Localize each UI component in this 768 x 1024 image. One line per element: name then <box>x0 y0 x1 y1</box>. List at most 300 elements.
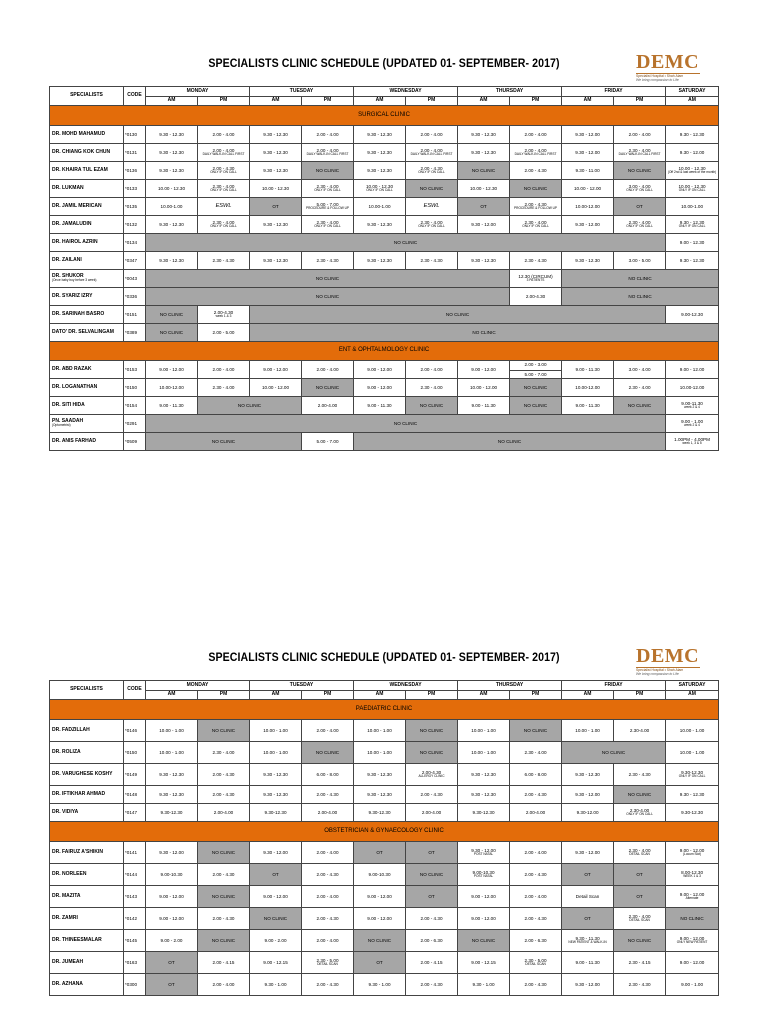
schedule-cell <box>146 162 198 180</box>
day-header-monday <box>146 681 250 691</box>
schedule-time: 9.30 - 12.30 <box>159 771 184 777</box>
no-clinic-cell <box>198 930 250 952</box>
schedule-time: NO CLINIC <box>523 384 548 390</box>
schedule-cell <box>146 397 198 415</box>
schedule-cell <box>614 144 666 162</box>
schedule-time: 2.00 - 4.00 <box>524 849 547 855</box>
schedule-time: 10.00 - 12.30 <box>678 166 706 171</box>
schedule-cell <box>250 886 302 908</box>
schedule-time: 9.30 - 12.30 <box>679 131 705 137</box>
section-row <box>50 700 719 720</box>
schedule-time: 9.30 - 12.30 <box>159 221 184 227</box>
schedule-time: 9.00 - 12.00 <box>263 893 288 899</box>
schedule-cell <box>666 180 719 198</box>
no-clinic-cell <box>250 908 302 930</box>
specialist-name-text: DR. NORLEEN <box>52 870 87 877</box>
schedule-time: 2.00 - 4.00 <box>212 148 235 153</box>
schedule-cell <box>562 397 614 415</box>
schedule-note: POST NATAL <box>473 852 494 857</box>
schedule-time: 2.30 - 4.00 <box>524 749 547 755</box>
session-label: AM <box>688 97 696 104</box>
schedule-time: NO CLINIC <box>627 167 652 173</box>
no-clinic-cell <box>354 930 406 952</box>
schedule-cell <box>146 361 198 379</box>
schedule-time: 9.30 - 12.00 <box>159 849 184 855</box>
table-row <box>50 952 719 974</box>
table-row <box>50 252 719 270</box>
schedule-time: 5.00 - 7.00 <box>316 202 339 207</box>
schedule-time: NO CLINIC <box>628 275 652 281</box>
schedule-cell <box>510 842 562 864</box>
column-header-label: SPECIALISTS <box>70 686 103 693</box>
schedule-cell <box>666 216 719 234</box>
schedule-cell <box>198 908 250 930</box>
specialist-name <box>50 908 124 930</box>
specialist-code <box>124 764 146 786</box>
day-header-thursday <box>458 87 562 97</box>
specialist-code <box>124 742 146 764</box>
schedule-time: 10.00 - 1.00 <box>263 727 288 733</box>
schedule-time: 9.00 - 11.30 <box>471 402 496 408</box>
schedule-time: 2.00 - 4.30 <box>316 871 339 877</box>
specialist-code-text: *0509 <box>125 438 138 444</box>
schedule-time: 9.30 - 12.30 <box>159 167 184 173</box>
specialist-name-text: DR. KHAIRA TUL EZAM <box>52 166 108 173</box>
schedule-time: 10.00-12.00 <box>575 384 600 390</box>
session-header-am <box>458 97 510 106</box>
schedule-cell <box>562 162 614 180</box>
schedule-time: 10.00-12.00 <box>679 384 705 390</box>
specialist-code-text: *0149 <box>125 771 138 777</box>
specialist-code-text: *0136 <box>125 167 138 173</box>
no-clinic-cell <box>614 162 666 180</box>
schedule-time: 9.30 - 12.30 <box>159 791 184 797</box>
session-label: AM <box>583 97 592 104</box>
table-row <box>50 379 719 397</box>
schedule-cell <box>510 144 562 162</box>
schedule-cell <box>458 974 510 996</box>
section-row <box>50 822 719 842</box>
schedule-cell <box>562 952 614 974</box>
schedule-cell <box>146 908 198 930</box>
schedule-time: 2.30 - 4.00 <box>420 220 443 225</box>
schedule-time: 9.00 - 12.00 <box>159 915 184 921</box>
schedule-time: OT <box>584 915 591 921</box>
schedule-time: NO CLINIC <box>497 438 522 444</box>
schedule-cell <box>198 361 250 379</box>
schedule-cell <box>614 974 666 996</box>
schedule-time: 2.00-4.00 <box>317 402 338 408</box>
schedule-cell <box>250 720 302 742</box>
schedule-cell <box>406 379 458 397</box>
schedule-note: ONLY IF ON CALL <box>522 224 549 229</box>
schedule-cell <box>146 379 198 397</box>
specialist-code <box>124 930 146 952</box>
session-label: PM <box>323 97 332 104</box>
schedule-time: 9.30 - 12.00 <box>679 149 705 155</box>
schedule-note: PROCEDURE & FOLLOW UP <box>305 206 350 211</box>
specialist-code-text: *0135 <box>125 203 138 209</box>
specialist-name-text: DR. THINEESMALAR <box>52 936 102 943</box>
specialist-note: (Optometrist) <box>52 423 71 428</box>
schedule-time: 9.00 - 12.15 <box>263 959 288 965</box>
schedule-time: NO CLINIC <box>419 727 444 733</box>
schedule-time: 9.00 - 11.30 <box>159 402 184 408</box>
column-header-code <box>124 87 146 106</box>
schedule-time: 10.00-1.00 <box>681 203 704 209</box>
header-row-days <box>50 681 719 691</box>
schedule-time: 9.00 - 12.00 <box>679 959 705 965</box>
specialist-code <box>124 252 146 270</box>
schedule-note: POST NATAL <box>473 874 494 879</box>
specialist-code <box>124 952 146 974</box>
schedule-cell <box>458 886 510 908</box>
no-clinic-cell <box>406 864 458 886</box>
table-row <box>50 162 719 180</box>
schedule-cell <box>562 764 614 786</box>
schedule-time: 2.30 - 4.00 <box>316 184 339 189</box>
session-header-am <box>666 97 719 106</box>
schedule-time: 2.30 - 4.00 <box>524 220 547 225</box>
section-title-text: SURGICAL CLINIC <box>358 111 410 118</box>
column-header-label: SPECIALISTS <box>70 92 103 99</box>
schedule-cell <box>666 306 719 324</box>
table-row <box>50 180 719 198</box>
schedule-time: 9.30 - 12.30 <box>263 131 288 137</box>
schedule-time: NO CLINIC <box>211 849 236 855</box>
schedule-cell <box>406 216 458 234</box>
schedule-time: 9.30 - 12.30 <box>471 771 496 777</box>
specialist-code-text: *0150 <box>125 384 138 390</box>
schedule-time: 2.00 - 4.00 <box>316 366 339 372</box>
no-clinic-cell <box>146 974 198 996</box>
no-clinic-cell <box>406 842 458 864</box>
schedule-time: 2.00 - 4.00 <box>628 131 651 137</box>
schedule-cell <box>614 720 666 742</box>
session-label: AM <box>271 691 280 698</box>
schedule-time: 2.30 - 4.00 <box>212 384 235 390</box>
no-clinic-cell <box>250 864 302 886</box>
schedule-time: NO CLINIC <box>237 402 262 408</box>
schedule-time: 2.00 - 4.00 <box>212 131 235 137</box>
specialist-note: (Once baby boy before 3 week) <box>52 278 97 283</box>
schedule-time: NO CLINIC <box>445 311 470 317</box>
schedule-time: 10.00-12.00 <box>159 384 184 390</box>
schedule-note: ALLERGY CLINIC <box>418 774 445 779</box>
schedule-cell <box>666 974 719 996</box>
schedule-time: NO CLINIC <box>263 915 288 921</box>
schedule-note: ONLY IF ON CALL <box>626 224 653 229</box>
schedule-cell <box>354 397 406 415</box>
schedule-time: 9.30 - 12.30 <box>159 131 184 137</box>
day-header-wednesday <box>354 87 458 97</box>
specialist-name <box>50 930 124 952</box>
schedule-time: NO CLINIC <box>472 329 496 335</box>
schedule-time: 2.00 - 4.00 <box>316 148 339 153</box>
specialist-name <box>50 252 124 270</box>
schedule-time: 9.30 - 12.00 <box>575 221 600 227</box>
schedule-cell <box>406 144 458 162</box>
schedule-cell <box>354 804 406 822</box>
specialist-code <box>124 324 146 342</box>
schedule-cell <box>302 361 354 379</box>
schedule-note: NEW PATIENT & WALK-IN <box>568 940 607 945</box>
schedule-time: 9.00-11.30 <box>681 401 703 406</box>
day-label: WEDNESDAY <box>389 87 422 94</box>
schedule-time: 2.00 - 6.30 <box>420 937 443 943</box>
schedule-time: 2.00 - 4.30 <box>524 791 547 797</box>
schedule-note: DETAIL SCAN <box>629 852 650 857</box>
schedule-time: 2.30 - 4.00 <box>212 184 235 189</box>
schedule-cell <box>614 952 666 974</box>
table-row <box>50 764 719 786</box>
schedule-cell <box>458 908 510 930</box>
session-label: PM <box>323 691 332 698</box>
schedule-time: 10.00 - 12.30 <box>469 185 498 191</box>
schedule-cell <box>562 216 614 234</box>
session-label: AM <box>688 691 696 698</box>
specialist-name-text: DR. VARUGHESE KOSHY <box>52 770 113 777</box>
schedule-note: (Locum Slot) <box>683 852 702 857</box>
session-header-am <box>146 97 198 106</box>
specialist-code-text: *0151 <box>125 311 138 317</box>
schedule-time-second: 5.00 - 7.00 <box>524 371 547 377</box>
schedule-cell <box>562 842 614 864</box>
specialist-code <box>124 908 146 930</box>
schedule-cell <box>146 804 198 822</box>
schedule-cell <box>406 952 458 974</box>
schedule-time: 2.30 - 5.00 <box>316 958 339 963</box>
specialist-code <box>124 864 146 886</box>
schedule-time: 9.30 - 12.30 <box>367 149 392 155</box>
schedule-time: 2.00 - 4.30 <box>316 915 339 921</box>
schedule-time: 2.00 - 4.30 <box>420 915 443 921</box>
schedule-time: 3.00 - 4.00 <box>628 184 651 189</box>
schedule-time: 10.00 - 1.00 <box>679 727 705 733</box>
no-clinic-cell <box>458 930 510 952</box>
specialist-name <box>50 180 124 198</box>
schedule-time: 9.30 - 12.30 <box>679 257 705 263</box>
schedule-cell <box>458 252 510 270</box>
section-row <box>50 342 719 361</box>
no-clinic-cell <box>406 180 458 198</box>
no-clinic-cell <box>146 270 510 288</box>
day-label: THURSDAY <box>495 681 524 688</box>
schedule-cell <box>198 952 250 974</box>
schedule-cell <box>198 162 250 180</box>
schedule-time: 9.00 - 12.15 <box>471 959 496 965</box>
schedule-time: 9.30 - 12.30 <box>679 791 705 797</box>
schedule-time: 9.30 - 12.30 <box>263 257 288 263</box>
specialist-code <box>124 180 146 198</box>
schedule-cell <box>458 786 510 804</box>
section-title-text: OBSTETRICIAN & GYNAECOLOGY CLINIC <box>324 827 444 834</box>
schedule-time: 9.30 - 12.00 <box>471 848 496 853</box>
session-label: AM <box>167 691 176 698</box>
schedule-time: 9.00 - 2.00 <box>264 937 287 943</box>
no-clinic-cell <box>198 720 250 742</box>
column-header-code <box>124 681 146 700</box>
table-row <box>50 720 719 742</box>
specialist-name <box>50 886 124 908</box>
day-label: TUESDAY <box>289 681 314 688</box>
table-row <box>50 288 719 306</box>
schedule-time: 9.30-12.30 <box>681 809 704 815</box>
table-row <box>50 361 719 379</box>
table-row <box>50 908 719 930</box>
schedule-time: 9.00 - 11.30 <box>575 366 600 372</box>
schedule-time: 6.00 - 8.00 <box>524 771 547 777</box>
specialist-name-text: DR. FAIRUZ A'SHIKIN <box>52 848 104 855</box>
schedule-time: OT <box>428 893 435 899</box>
specialist-name-text: DR. IFTIKHAR AHMAD <box>52 790 106 797</box>
specialist-code-text: *0148 <box>125 791 138 797</box>
schedule-time: NO CLINIC <box>419 185 444 191</box>
specialist-code <box>124 842 146 864</box>
schedule-time: 9.30 - 12.30 <box>471 791 496 797</box>
specialist-name-text: DR. JAMALUDIN <box>52 220 92 227</box>
schedule-cell <box>458 952 510 974</box>
schedule-cell <box>302 930 354 952</box>
day-label: FRIDAY <box>604 681 623 688</box>
session-label: PM <box>219 97 228 104</box>
session-header-am <box>250 691 302 700</box>
schedule-time: 2.00-4.00 <box>317 809 338 815</box>
schedule-cell <box>354 180 406 198</box>
schedule-cell <box>666 361 719 379</box>
schedule-cell <box>198 379 250 397</box>
schedule-time: 2.30-4.00 <box>629 808 650 813</box>
specialist-code-text: *0153 <box>125 366 138 372</box>
specialist-name-text: PN. SAADAH <box>52 418 84 424</box>
specialist-name-text: DR. ZAILANI <box>52 256 82 263</box>
schedule-time: 9.30 - 12.00 <box>575 849 600 855</box>
schedule-cell <box>198 786 250 804</box>
specialist-name-text: DR. ROLIZA <box>52 748 81 755</box>
schedule-note: DAILY WALK-IN CALL FIRST <box>618 152 661 157</box>
schedule-time: 9.00 - 12.00 <box>679 366 705 372</box>
specialist-name-text: DR. VIDIYA <box>52 808 79 815</box>
day-label: MONDAY <box>186 681 209 688</box>
session-header-pm <box>510 691 562 700</box>
specialist-code-text: *0291 <box>125 420 138 426</box>
schedule-note: DETAIL SCAN <box>525 962 546 967</box>
specialist-name-text: DR. JUMEAH <box>52 958 84 965</box>
schedule-cell <box>146 180 198 198</box>
schedule-time: NO CLINIC <box>159 329 184 335</box>
session-label: PM <box>219 691 228 698</box>
table-row <box>50 842 719 864</box>
schedule-cell <box>250 930 302 952</box>
schedule-note: ONLY IF ON CALL <box>678 774 706 779</box>
schedule-cell <box>562 786 614 804</box>
schedule-time: 2.00-4.00 <box>421 809 442 815</box>
specialist-name <box>50 288 124 306</box>
schedule-time: 9.30 - 12.30 <box>471 149 496 155</box>
schedule-time: 2.00 - 4.30 <box>524 981 547 987</box>
schedule-time: 9.00 - 12.00 <box>367 366 392 372</box>
session-label: PM <box>635 97 644 104</box>
no-clinic-cell <box>146 433 302 451</box>
schedule-cell <box>510 742 562 764</box>
specialist-code-text: *0336 <box>125 293 138 299</box>
schedule-time: 9.00 - 12.00 <box>367 915 392 921</box>
schedule-cell <box>250 216 302 234</box>
schedule-cell <box>146 930 198 952</box>
schedule-time: 2.00-4.30 <box>421 770 442 775</box>
schedule-cell <box>510 270 562 288</box>
schedule-time: OT <box>480 203 487 209</box>
page-title: SPECIALISTS CLINIC SCHEDULE (UPDATED 01- SEPTEMBER- 2017) <box>208 652 560 664</box>
schedule-cell <box>666 126 719 144</box>
schedule-cell <box>146 198 198 216</box>
section-title <box>50 106 719 126</box>
no-clinic-cell <box>614 786 666 804</box>
schedule-cell <box>666 742 719 764</box>
schedule-time: OT <box>584 871 591 877</box>
table-row <box>50 974 719 996</box>
schedule-time: 9.30-12.30 <box>368 809 391 815</box>
schedule-cell <box>198 764 250 786</box>
schedule-cell <box>354 162 406 180</box>
schedule-time: 9.00-10.30 <box>368 871 391 877</box>
schedule-note: DAILY WALK-IN CALL FIRST <box>306 152 349 157</box>
schedule-time: 2.00 - 4.30 <box>524 167 547 173</box>
no-clinic-cell <box>406 720 458 742</box>
no-clinic-cell <box>406 886 458 908</box>
schedule-cell <box>250 162 302 180</box>
no-clinic-cell <box>302 379 354 397</box>
specialist-code <box>124 720 146 742</box>
schedule-time: 9.30 - 12.00 <box>575 149 600 155</box>
specialist-name <box>50 764 124 786</box>
schedule-note: DAILY WALK-IN CALL FIRST <box>410 152 453 157</box>
session-header-am <box>666 691 719 700</box>
logo-subtitle: Specialist Hospital • Shah Alam <box>636 668 684 672</box>
schedule-time: 9.30 - 12.00 <box>471 221 496 227</box>
schedule-cell <box>250 742 302 764</box>
no-clinic-cell <box>562 908 614 930</box>
schedule-time: 2.30 - 4.30 <box>212 257 235 263</box>
schedule-note: DETAIL SCAN <box>629 918 650 923</box>
day-label: WEDNESDAY <box>389 681 422 688</box>
schedule-time: 9.30 - 12.30 <box>471 131 496 137</box>
no-clinic-cell <box>406 742 458 764</box>
specialist-code-text: *0134 <box>125 239 138 245</box>
schedule-cell <box>666 234 719 252</box>
schedule-cell <box>458 864 510 886</box>
specialist-code <box>124 415 146 433</box>
schedule-cell <box>614 252 666 270</box>
session-header-pm <box>302 691 354 700</box>
no-clinic-cell <box>354 842 406 864</box>
schedule-time: NO CLINIC <box>523 727 548 733</box>
specialist-name <box>50 270 124 288</box>
schedule-time: 2.00 - 4.30 <box>316 791 339 797</box>
schedule-time: 2.00 - 4.15 <box>420 959 443 965</box>
no-clinic-cell <box>198 886 250 908</box>
specialist-code <box>124 361 146 379</box>
schedule-cell <box>302 126 354 144</box>
schedule-time: 9.30-12.30 <box>681 770 704 775</box>
schedule-time: 2.00 - 4.00 <box>524 893 547 899</box>
schedule-time: 10.00 - 1.00 <box>263 749 288 755</box>
schedule-cell <box>198 198 250 216</box>
specialist-code-text: *0141 <box>125 849 138 855</box>
schedule-time: NO CLINIC <box>680 915 704 921</box>
schedule-time: 2.00 - 4.00 <box>524 148 547 153</box>
table-row <box>50 742 719 764</box>
